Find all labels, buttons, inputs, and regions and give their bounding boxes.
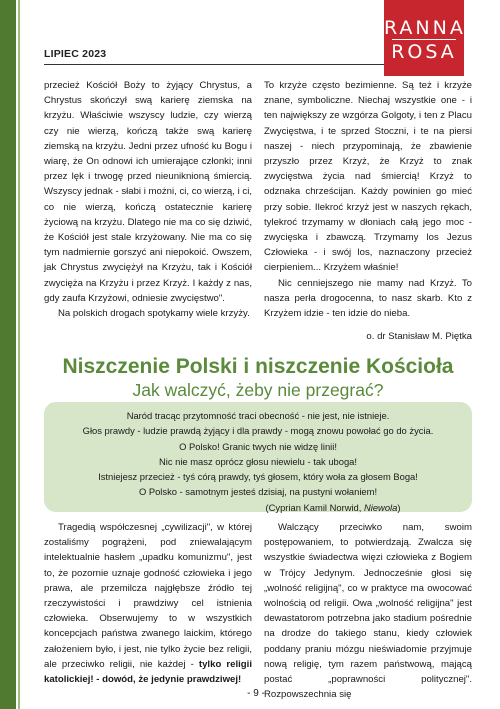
left-accent-line xyxy=(18,0,20,709)
poem-line: O Polsko! Granic twych nie widzę linii! xyxy=(179,440,337,452)
logo-word-rosa: ROSA xyxy=(391,41,457,63)
paragraph-bold-text: tylko religii katolickiej! - dowód, że jedynie prawdziwej! xyxy=(44,658,252,686)
paragraph xyxy=(44,520,252,687)
article-subtitle: Jak walczyć, żeby nie przegrać? xyxy=(132,380,384,400)
paragraph: Nic cenniejszego nie mamy nad Krzyż. To nasza perła drogocenna, to nasz skarb. Kto z Krzyżem idzie - ten idzie do nieba. xyxy=(264,277,472,320)
magazine-logo xyxy=(384,0,464,76)
poem-line: Istniejesz przecież - tyś córą prawdy, tyś głosem, który woła za głosem Boga! xyxy=(98,471,418,483)
author-signature: o. dr Stanisław M. Piętka xyxy=(366,331,472,343)
poem-box xyxy=(44,402,472,512)
poem-attribution-title: Niewola xyxy=(363,501,398,513)
issue-date: LIPIEC 2023 xyxy=(44,48,107,60)
article-bottom-left-column xyxy=(44,520,252,687)
paragraph: przecież Kościół Boży to żyjący Chrystus, a Chrystus skończył swą karierę ziemska na krzyżu. Właściwie wszyscy ludzie, czy wierzą czy nie wierzą, kończą także swą karierę ziemską na krzyżu. Jedni przez ufność ku Bogu i wiarę, że On odnowi ich umierające członki; inni przez lęk i trwogę przed nieuniknioną śmiercią. Wszyscy jednak - słabi i możni, ci, co wierzą, i ci, co nie wierzą, kończą ostatecznie karierę życiową na krzyżu. Dlatego nie ma co się dziwić, że Kościół jest stale krzyżowany. Nie ma co się tym nadmiernie gorszyć ani niepokoić. Owszem, jak Chrystus zwyciężył na Krzyżu, tak i Kościół zwycięża na Krzyżu i przez Krzyż. I każdy z nas, gdy zaufa Krzyżowi, odniesie zwycięstwo". xyxy=(44,80,252,304)
poem-attribution-author: (Cyprian Kamil Norwid, xyxy=(265,501,364,513)
poem-lines xyxy=(44,408,472,515)
header-divider xyxy=(44,64,424,65)
article-title: Niszczenie Polski i niszczenie Kościoła xyxy=(62,355,454,378)
paragraph: To krzyże często bezimienne. Są też i krzyże znane, symboliczne. Niechaj wszystkie one - i ten największy ze wzgórza Golgoty, i ten z Placu Zwycięstwa, i te sprzed Stoczni, i te na piersi naszej - niech przypominają, że zbawienie przyszło przez Krzyż, że Krzyż to znak zwycięstwa życia nad śmiercią! Krzyż to odznaka chrześcijan. Każdy powinien go mieć przy sobie. Ilekroć krzyż jest w naszych rękach, tylekroć trzymamy w dłoniach całą jego moc - zwycięska i zbawczą. Trzymamy los Jezus Człowieka - i swój los, naznaczony przecież cierpieniem... Krzyżem właśnie! xyxy=(264,80,472,274)
logo-divider xyxy=(392,39,456,40)
poem-line: Nic nie masz oprócz głosu niewielu - tak uboga! xyxy=(158,455,357,467)
logo-word-ranna: RANNA xyxy=(384,17,466,39)
article-bottom-right-column xyxy=(264,520,472,702)
paragraph: Walczący przeciwko nam, swoim postępowaniem, to potwierdzają. Zwalcza się wszystkie świadectwa więzi człowieka z Bogiem w Trójcy Jedynym. Jednocześnie głosi się „wolność religijną", co w praktyce ma owocować wolnością od religii. Owa „wolność religijna" jest dewastatorom potrzebna jako stadium pośrednie na drodze do takiego stanu, kiedy człowiek poddany praniu mózgu nieświadomie przyjmuje nową religię, tym razem państwową, mającą postać „poprawności politycznej". Rozpowszechnia się xyxy=(264,522,472,701)
paragraph-text: Tragedią współczesnej „cywilizacji", w której zostaliśmy pogrążeni, pod zniewalającym intelektualnie hasłem „upadku komunizmu", jest to, że pozornie uznaje godność człowieka i jego prawa, ale przemilcza najgłębsze źródło tej rzeczywistości i prawdziwy cel istnienia człowieka. Obserwujemy to w wszystkich koncepcjach państwa zwanego laickim, którego założeniem było, i jest, nie tylko życie bez religii, ale przeciwko religii, nie każdej - xyxy=(44,522,252,670)
paragraph: Na polskich drogach spotykamy wiele krzyży. xyxy=(58,308,250,320)
poem-line: Głos prawdy - ludzie prawdą żyjący i dla prawdy - mogą znowu powołać go do życia. xyxy=(82,425,434,437)
article-top-left-column xyxy=(44,78,252,321)
poem-line: Naród tracąc przytomność traci obecność - nie jest, nie istnieje. xyxy=(126,410,390,421)
page-number: - 9 - xyxy=(247,688,265,699)
poem-attribution xyxy=(44,500,472,515)
left-green-bar xyxy=(0,0,16,709)
poem-line: O Polsko - samotnym jesteś dzisiaj, na pustyni wołaniem! xyxy=(138,486,378,498)
poem-attribution-end: ) xyxy=(397,501,401,513)
article-top-right-column xyxy=(264,78,472,344)
